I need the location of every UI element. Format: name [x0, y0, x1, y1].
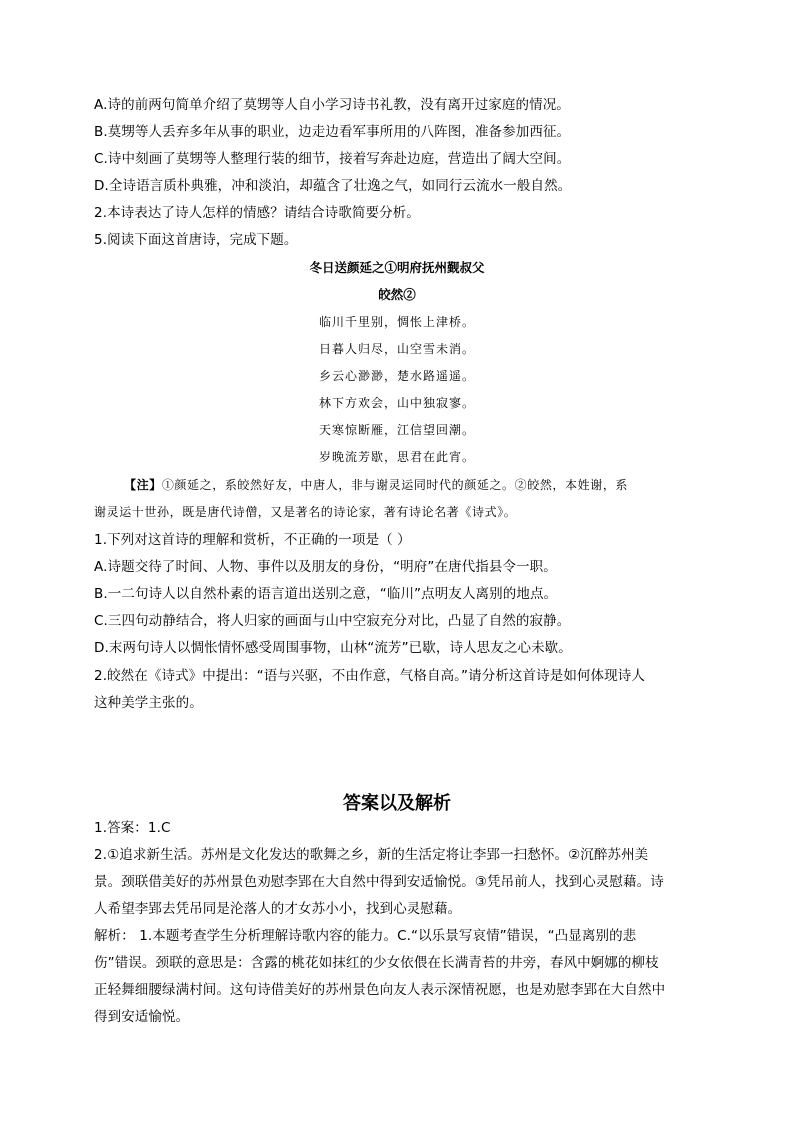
analysis-line: 得到安适愉悦。: [94, 1009, 190, 1025]
poem-note-line-2: 谢灵运十世孙，既是唐代诗僧，又是著名的诗论家，著有诗论名著《诗式》。: [94, 505, 517, 519]
q5-option-b: B.一二句诗人以自然朴素的语言道出送别之意，“临川”点明友人离别的地点。: [94, 586, 558, 602]
q5-question-1: 1.下列对这首诗的理解和赏析，不正确的一项是（ ）: [94, 532, 411, 548]
q5-intro: 5.阅读下面这首唐诗，完成下题。: [94, 232, 298, 248]
poem-line: 乡云心渺渺，楚水路遥遥。: [318, 369, 475, 383]
analysis-line: 正轻舞细腰绿满村间。这句诗借美好的苏州景色向友人表示深情祝愿，也是劝慰李郢在大自然中: [94, 982, 666, 998]
note-text-1: ①颜延之，系皎然好友，中唐人，非与谢灵运同时代的颜延之。②皎然，本姓谢，系: [161, 478, 629, 492]
q4-option-a: A.诗的前两句简单介绍了莫甥等人自小学习诗书礼教，没有离开过家庭的情况。: [94, 97, 570, 113]
answer-2-line: 景。颈联借美好的苏州景色劝慰李郢在大自然中得到安适愉悦。③凭吊前人，找到心灵慰藉。诗: [94, 874, 664, 890]
q4-option-d: D.全诗语言质朴典雅，冲和淡泊，却蕴含了壮逸之气，如同行云流水一般自然。: [94, 178, 572, 194]
q5-option-d: D.末两句诗人以惆怅情怀感受周围事物，山林“流芳”已歇，诗人思友之心未歇。: [94, 640, 572, 656]
answer-2-line: 人希望李郢去凭吊同是沦落人的才女苏小小，找到心灵慰藉。: [94, 901, 462, 917]
poem-line: 林下方欢会，山中独寂寥。: [318, 396, 475, 410]
poem-line: 临川千里别，惆怅上津桥。: [318, 315, 475, 329]
poem-note-line-1: [124, 472, 714, 499]
poem-title: 冬日送颜延之①明府抚州觐叔父: [309, 260, 485, 275]
q5-question-2-line-1: 2.皎然在《诗式》中提出：“语与兴驱，不由作意，气格自高。”请分析这首诗是如何体现诗人: [94, 668, 645, 684]
q4-option-c: C.诗中刻画了莫甥等人整理行装的细节，接着写奔赴边庭，营造出了阔大空间。: [94, 151, 571, 167]
answer-1: 1.答案：1.C: [94, 820, 171, 836]
q5-question-2-line-2: 这种美学主张的。: [94, 695, 203, 711]
q5-option-a: A.诗题交待了时间、人物、事件以及朋友的身份，“明府”在唐代指县令一职。: [94, 559, 557, 575]
q4-question-2: 2.本诗表达了诗人怎样的情感？请结合诗歌简要分析。: [94, 205, 420, 221]
poem-line: 天寒惊断雁，江信望回潮。: [318, 423, 475, 437]
answers-heading: 答案以及解析: [343, 793, 451, 814]
analysis-line: 伤”错误。颈联的意思是：含露的桃花如抹红的少女依偎在长满青苔的井旁，春风中婀娜的柳枝: [94, 955, 659, 971]
poem-author: 皎然②: [378, 287, 416, 302]
poem-line: 日暮人归尽，山空雪未消。: [318, 342, 475, 356]
note-label: 【注】: [124, 478, 162, 492]
poem-line: 岁晚流芳歇，思君在此宵。: [318, 450, 475, 464]
q4-option-b: B.莫甥等人丢弃多年从事的职业，边走边看军事所用的八阵图，准备参加西征。: [94, 124, 571, 140]
q5-option-c: C.三四句动静结合，将人归家的画面与山中空寂充分对比，凸显了自然的寂静。: [94, 613, 571, 629]
answer-2-line: 2.①追求新生活。苏州是文化发达的歌舞之乡，新的生活定将让李郢一扫愁怀。②沉醉苏州美: [94, 847, 649, 863]
analysis-line: 解析： 1.本题考查学生分析理解诗歌内容的能力。C.“以乐景写哀情”错误，“凸显离别的悲: [94, 928, 637, 944]
